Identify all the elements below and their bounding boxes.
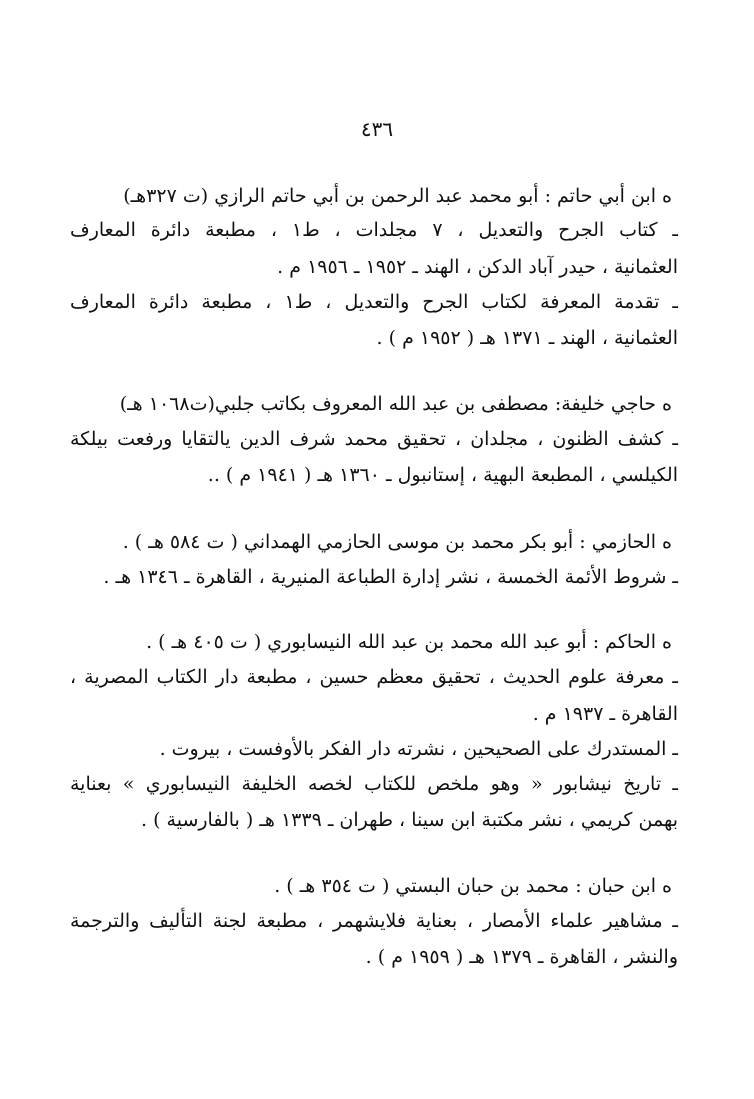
entry-line: والنشر ، القاهرة ـ ١٣٧٩ هـ ( ١٩٥٩ م ) . [365,946,678,968]
entry-heading: ه ابن أبي حاتم : أبو محمد عبد الرحمن بن أبي حاتم الرازي (ت ٣٢٧هـ) [123,185,672,207]
entry-heading: ه ابن حبان : محمد بن حبان البستي ( ت ٣٥٤ هـ ) . [274,875,672,897]
entry-line: ـ تاريخ نيشابور « وهو ملخص للكتاب لخصه الخليفة النيسابوري » بعناية [70,773,678,795]
entry-line: القاهرة ـ ١٩٣٧ م . [532,703,678,725]
entry-line: العثمانية ، حيدر آباد الدكن ، الهند ـ ١٩٥٢ ـ ١٩٥٦ م . [277,256,678,278]
entry-line: ـ مشاهير علماء الأمصار ، بعناية فلايشهمر ، مطبعة لجنة التأليف والترجمة [70,910,678,932]
page-number: ٤٣٦ [360,117,394,141]
entry-line: الكيلسي ، المطبعة البهية ، إستانبول ـ ١٣٦٠ هـ ( ١٩٤١ م ) .. [207,464,678,486]
entry-line: ـ تقدمة المعرفة لكتاب الجرح والتعديل ، ط١ ، مطبعة دائرة المعارف [70,291,679,313]
entry-heading: ه الحاكم : أبو عبد الله محمد بن عبد الله النيسابوري ( ت ٤٠٥ هـ ) . [146,631,672,653]
entry-heading: ه حاجي خليفة: مصطفى بن عبد الله المعروف بكاتب جلبي(ت١٠٦٨ هـ) [119,393,672,415]
entry-line: ـ كتاب الجرح والتعديل ، ٧ مجلدات ، ط١ ، مطبعة دائرة المعارف [70,219,678,241]
entry-line: ـ معرفة علوم الحديث ، تحقيق معظم حسين ، مطبعة دار الكتاب المصرية ، [70,666,678,688]
entry-line: بهمن كريمي ، نشر مكتبة ابن سينا ، طهران ـ ١٣٣٩ هـ ( بالفارسية ) . [141,809,678,831]
entry-line: ـ كشف الظنون ، مجلدان ، تحقيق محمد شرف الدين يالتقايا ورفعت بيلكة [70,428,678,450]
entry-heading: ه الحازمي : أبو بكر محمد بن موسى الحازمي الهمداني ( ت ٥٨٤ هـ ) . [122,531,672,553]
entry-line: ـ المستدرك على الصحيحين ، نشرته دار الفكر بالأوفست ، بيروت . [159,738,678,760]
entry-line: ـ شروط الأئمة الخمسة ، نشر إدارة الطباعة المنيرية ، القاهرة ـ ١٣٤٦ هـ . [103,566,678,588]
entry-line: العثمانية ، الهند ـ ١٣٧١ هـ ( ١٩٥٢ م ) . [376,327,678,349]
